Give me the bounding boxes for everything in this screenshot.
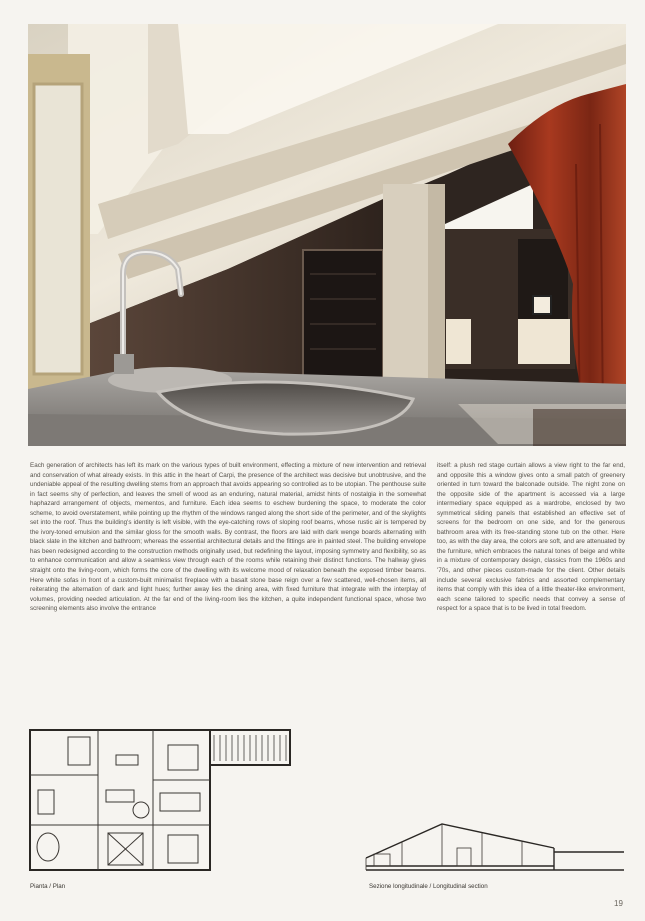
body-text-right-column: itself: a plush red stage curtain allows a view right to the far end, and opposite this a window gives onto a small patch of greenery oriented in turn toward the balconade outside. The night zone on the opposite side of the apartment is accessed via a large intermediary space equipped as a wardrobe, enclosed by two symmetrical sliding panels that established an effective set of screens for the bedroom on one side, and for the generous bathroom area with its free-standing stone tub on the other. Here too, as with the day area, the colors are soft, and are attenuated by the furniture, which embraces the natural tones of beige and white in a mixture of contemporary design, classics from the 1960s and '70s, and other pieces custom-made for the client. Other details include several exclusive fabrics and assorted complementary items that comply with this idea of a little theater-like environment, each scene tailored to specific needs that convey a sense of respect for a space that is to be lived in total freedom. xyxy=(437,462,625,613)
section-caption: Sezione longitudinale / Longitudinal section xyxy=(369,883,488,890)
floor-plan-drawing xyxy=(28,725,292,875)
interior-photo xyxy=(28,24,626,446)
section-drawing xyxy=(362,818,626,878)
body-text-left-column: Each generation of architects has left its mark on the various types of built environment, effecting a mixture of new intervention and retrieval and conservation of what already exists. In this attic in the heart of Carpi, the presence of the architect was decisive but unobtrusive, and the undeniable appeal of the resulting dwelling stems from an approach that avoids appearing so controlled as to be utopian. The penthouse suite in fact seems shy of perfection, and leaves the smell of wood as an enduring, natural material, amidst hints of nostalgia in the somewhat haphazard arrangement of objects, mementos, and furniture. Each idea seems to eschew burdening the space, to moderate the color scheme, to avoid overstatement, while pointing up the rhythm of the windows ranged along the short side of the perimeter, and of the skylights set into the roof. Thus the building's identity is left visible, with the eye-catching rows of sloping roof beams, whose rustic air is tempered by the ivory-toned emulsion and the similar gloss for the smooth walls. By contrast, the floors are laid with dark wenge boards alternating with black slate in the kitchen and bathroom; whereas the essential architectural details and the fittings are in painted steel. The building envelope has been redesigned according to the construction methods originally used, but redefining the layout, imposing symmetry and flexibility, so as to enhance communication and allow a seamless view through each of the rooms while retaining their distinct functions. The hallway gives straight onto the living-room, which forms the core of the dwelling with its welcome mood of relaxation beneath the exposed timber beams. Here white sofas in front of a custom-built minimalist fireplace with a basalt stone base reign over a few scattered, well-chosen items, all reiterating the alternation of dark and light hues; further away lies the dining area, with fixed furniture that integrate with the interplay of volumes, providing needed articulation. At the far end of the living-room lies the kitchen, a quite independent functional space, whose two screening elements also involve the entrance xyxy=(30,462,426,613)
plan-caption: Pianta / Plan xyxy=(30,883,66,890)
page-number: 19 xyxy=(614,899,623,908)
interior-photo-illustration xyxy=(28,24,626,446)
